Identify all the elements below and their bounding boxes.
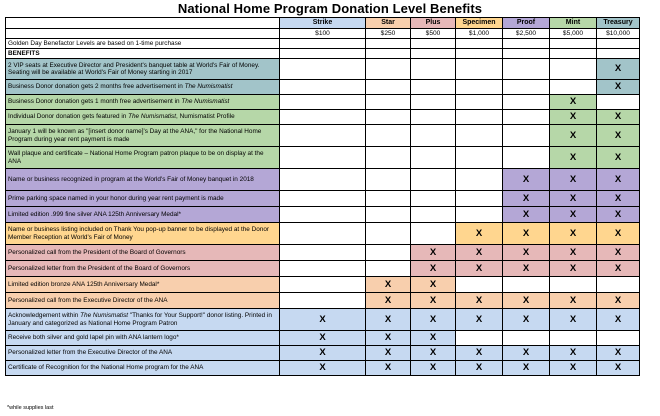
benefit-mark-strike xyxy=(280,59,366,80)
benefit-description: Business Donor donation gets 2 months free advertisement in The Numismatist xyxy=(6,80,280,95)
benefit-mark-specimen xyxy=(456,207,503,223)
benefit-mark-treasury: X xyxy=(597,361,640,376)
benefit-mark-strike: X xyxy=(280,331,366,346)
benefit-mark-treasury: X xyxy=(597,147,640,169)
benefit-mark-plus xyxy=(411,110,456,125)
benefit-mark-treasury: X xyxy=(597,346,640,361)
benefit-mark-plus xyxy=(411,125,456,147)
benefit-mark-strike xyxy=(280,245,366,261)
benefit-row xyxy=(6,110,640,125)
level-price-specimen: $1,000 xyxy=(456,29,503,39)
level-price-mint: $5,000 xyxy=(550,29,597,39)
level-price-strike: $100 xyxy=(280,29,366,39)
benefit-mark-specimen: X xyxy=(456,361,503,376)
benefit-description: Name or business recognized in program at the World's Fair of Money banquet in 2018 xyxy=(6,169,280,191)
benefit-mark-strike xyxy=(280,169,366,191)
benefit-description: Personalized call from the President of the Board of Governors xyxy=(6,245,280,261)
benefit-mark-plus xyxy=(411,147,456,169)
benefit-description: Individual Donor donation gets featured in The Numismatist, Numismatist Profile xyxy=(6,110,280,125)
level-price-treasury: $10,000 xyxy=(597,29,640,39)
benefit-mark-specimen xyxy=(456,80,503,95)
benefit-mark-star xyxy=(366,80,411,95)
benefits-header-row xyxy=(6,49,640,59)
benefit-row xyxy=(6,125,640,147)
benefits-table xyxy=(5,17,640,376)
benefit-mark-star xyxy=(366,110,411,125)
benefit-mark-treasury: X xyxy=(597,125,640,147)
benefit-mark-strike xyxy=(280,80,366,95)
benefit-mark-plus xyxy=(411,169,456,191)
benefit-mark-strike xyxy=(280,95,366,110)
benefit-mark-treasury xyxy=(597,277,640,293)
benefit-description: 2 VIP seats at Executive Director and President's banquet table at World's Fair of Money. Seating will be available at World's Fair of Money starting in 2017 xyxy=(6,59,280,80)
benefit-mark-plus: X xyxy=(411,277,456,293)
benefit-mark-specimen xyxy=(456,95,503,110)
benefit-mark-proof: X xyxy=(503,191,550,207)
benefit-mark-proof: X xyxy=(503,346,550,361)
benefit-mark-strike: X xyxy=(280,361,366,376)
level-name-star: Star xyxy=(366,18,411,29)
benefit-mark-treasury xyxy=(597,331,640,346)
benefit-description: January 1 will be known as "[insert donor name]'s Day at the ANA," for the National Home Program during year rent payment is made xyxy=(6,125,280,147)
benefit-mark-treasury: X xyxy=(597,309,640,331)
benefit-mark-plus xyxy=(411,223,456,245)
benefit-row xyxy=(6,277,640,293)
benefit-mark-strike xyxy=(280,207,366,223)
benefit-mark-star: X xyxy=(366,293,411,309)
benefit-mark-mint: X xyxy=(550,293,597,309)
benefit-mark-proof: X xyxy=(503,361,550,376)
benefit-mark-treasury: X xyxy=(597,169,640,191)
benefit-mark-specimen xyxy=(456,125,503,147)
benefit-mark-proof: X xyxy=(503,169,550,191)
benefit-description: Personalized call from the Executive Director of the ANA xyxy=(6,293,280,309)
benefit-mark-treasury: X xyxy=(597,110,640,125)
benefit-mark-star xyxy=(366,169,411,191)
benefit-mark-proof xyxy=(503,125,550,147)
benefit-mark-specimen xyxy=(456,331,503,346)
benefit-mark-star xyxy=(366,191,411,207)
benefit-mark-treasury: X xyxy=(597,59,640,80)
benefit-mark-specimen: X xyxy=(456,346,503,361)
benefits-label: BENEFITS xyxy=(6,49,280,59)
benefit-mark-mint: X xyxy=(550,361,597,376)
benefit-row xyxy=(6,80,640,95)
benefit-mark-treasury: X xyxy=(597,223,640,245)
benefit-mark-plus xyxy=(411,207,456,223)
level-name-mint: Mint xyxy=(550,18,597,29)
benefit-mark-treasury: X xyxy=(597,245,640,261)
level-name-plus: Plus xyxy=(411,18,456,29)
benefit-row xyxy=(6,169,640,191)
benefit-mark-specimen xyxy=(456,169,503,191)
benefit-description: Personalized letter from the Executive Director of the ANA xyxy=(6,346,280,361)
level-name-treasury: Treasury xyxy=(597,18,640,29)
benefit-mark-treasury: X xyxy=(597,293,640,309)
benefit-mark-plus xyxy=(411,191,456,207)
benefit-mark-strike xyxy=(280,191,366,207)
benefit-mark-plus: X xyxy=(411,361,456,376)
benefit-mark-treasury: X xyxy=(597,261,640,277)
benefit-mark-star: X xyxy=(366,309,411,331)
benefit-mark-mint: X xyxy=(550,223,597,245)
benefit-mark-specimen xyxy=(456,147,503,169)
header-blank-cell xyxy=(6,18,280,29)
benefit-mark-mint xyxy=(550,59,597,80)
benefit-mark-star xyxy=(366,223,411,245)
benefit-mark-specimen: X xyxy=(456,309,503,331)
benefit-mark-mint xyxy=(550,80,597,95)
benefit-mark-star xyxy=(366,261,411,277)
benefit-row xyxy=(6,207,640,223)
benefit-mark-strike: X xyxy=(280,309,366,331)
note-row xyxy=(6,39,640,49)
benefit-mark-specimen: X xyxy=(456,261,503,277)
benefit-row xyxy=(6,346,640,361)
benefit-mark-plus: X xyxy=(411,346,456,361)
price-blank-cell xyxy=(6,29,280,39)
benefit-mark-plus: X xyxy=(411,309,456,331)
benefit-mark-proof xyxy=(503,95,550,110)
benefit-description: Business Donor donation gets 1 month free advertisement in The Numismatist xyxy=(6,95,280,110)
benefit-mark-mint: X xyxy=(550,245,597,261)
benefit-row xyxy=(6,245,640,261)
benefit-mark-specimen: X xyxy=(456,223,503,245)
benefit-mark-plus: X xyxy=(411,261,456,277)
benefit-mark-treasury: X xyxy=(597,191,640,207)
benefit-mark-strike xyxy=(280,293,366,309)
benefit-mark-specimen xyxy=(456,59,503,80)
benefit-mark-star xyxy=(366,59,411,80)
benefit-row xyxy=(6,361,640,376)
benefit-mark-plus xyxy=(411,59,456,80)
benefit-description: Acknowledgement within The Numismatist "Thanks for Your Support!" donor listing. Printed in January and categorized as National Home Program Patron xyxy=(6,309,280,331)
benefit-row xyxy=(6,59,640,80)
benefit-mark-plus xyxy=(411,80,456,95)
benefit-mark-mint xyxy=(550,277,597,293)
benefit-mark-proof: X xyxy=(503,207,550,223)
benefit-description: Prime parking space named in your honor during year rent payment is made xyxy=(6,191,280,207)
benefit-mark-proof xyxy=(503,110,550,125)
benefit-mark-specimen xyxy=(456,191,503,207)
benefit-mark-treasury xyxy=(597,95,640,110)
benefit-row xyxy=(6,147,640,169)
benefit-mark-plus: X xyxy=(411,331,456,346)
benefit-mark-strike xyxy=(280,147,366,169)
level-price-star: $250 xyxy=(366,29,411,39)
benefit-description: Wall plaque and certificate – National Home Program patron plaque to be on display at the ANA xyxy=(6,147,280,169)
level-price-plus: $500 xyxy=(411,29,456,39)
benefit-mark-mint: X xyxy=(550,346,597,361)
benefit-mark-mint: X xyxy=(550,191,597,207)
level-name-strike: Strike xyxy=(280,18,366,29)
benefit-mark-proof: X xyxy=(503,245,550,261)
benefit-mark-plus: X xyxy=(411,245,456,261)
benefit-row xyxy=(6,191,640,207)
benefit-mark-specimen: X xyxy=(456,245,503,261)
benefit-row xyxy=(6,293,640,309)
benefit-mark-star: X xyxy=(366,346,411,361)
benefit-mark-treasury: X xyxy=(597,80,640,95)
level-header-row xyxy=(6,18,640,29)
benefit-mark-specimen: X xyxy=(456,293,503,309)
benefit-row xyxy=(6,309,640,331)
level-name-proof: Proof xyxy=(503,18,550,29)
benefit-mark-proof: X xyxy=(503,309,550,331)
benefit-mark-star xyxy=(366,95,411,110)
level-price-proof: $2,500 xyxy=(503,29,550,39)
benefit-mark-specimen xyxy=(456,277,503,293)
benefit-mark-mint: X xyxy=(550,110,597,125)
benefit-mark-star xyxy=(366,207,411,223)
benefit-mark-strike xyxy=(280,261,366,277)
benefit-mark-specimen xyxy=(456,110,503,125)
benefit-mark-mint: X xyxy=(550,261,597,277)
benefit-mark-proof: X xyxy=(503,223,550,245)
note-text: Golden Day Benefactor Levels are based on 1-time purchase xyxy=(6,39,280,49)
benefit-mark-strike xyxy=(280,125,366,147)
benefit-mark-proof: X xyxy=(503,261,550,277)
benefit-mark-proof xyxy=(503,80,550,95)
benefit-mark-star: X xyxy=(366,277,411,293)
benefit-mark-star xyxy=(366,147,411,169)
benefit-mark-star: X xyxy=(366,331,411,346)
benefit-mark-mint: X xyxy=(550,147,597,169)
benefit-row xyxy=(6,261,640,277)
benefit-mark-proof xyxy=(503,59,550,80)
benefit-mark-treasury: X xyxy=(597,207,640,223)
benefit-mark-strike xyxy=(280,110,366,125)
benefit-mark-proof xyxy=(503,331,550,346)
benefit-mark-mint: X xyxy=(550,169,597,191)
benefit-mark-star xyxy=(366,125,411,147)
benefit-description: Name or business listing included on Thank You pop-up banner to be displayed at the Donor Member Reception at World's Fair of Money xyxy=(6,223,280,245)
benefit-description: Certificate of Recognition for the National Home program for the ANA xyxy=(6,361,280,376)
benefit-mark-mint: X xyxy=(550,309,597,331)
price-row xyxy=(6,29,640,39)
benefit-description: Limited edition bronze ANA 125th Anniversary Medal* xyxy=(6,277,280,293)
footnote: *while supplies last xyxy=(7,405,54,411)
benefit-description: Personalized letter from the President of the Board of Governors xyxy=(6,261,280,277)
benefit-mark-plus xyxy=(411,95,456,110)
benefit-mark-mint xyxy=(550,331,597,346)
page-title: National Home Program Donation Level Benefits xyxy=(177,1,483,16)
benefit-mark-proof: X xyxy=(503,293,550,309)
benefit-mark-strike: X xyxy=(280,346,366,361)
benefit-mark-proof xyxy=(503,277,550,293)
benefit-mark-plus: X xyxy=(411,293,456,309)
benefit-description: Limited edition .999 fine silver ANA 125th Anniversary Medal* xyxy=(6,207,280,223)
benefit-description: Receive both silver and gold lapel pin with ANA lantern logo* xyxy=(6,331,280,346)
benefit-mark-proof xyxy=(503,147,550,169)
level-name-specimen: Specimen xyxy=(456,18,503,29)
benefit-mark-mint: X xyxy=(550,95,597,110)
benefit-mark-strike xyxy=(280,277,366,293)
benefit-row xyxy=(6,331,640,346)
benefit-mark-strike xyxy=(280,223,366,245)
benefit-row xyxy=(6,223,640,245)
benefit-mark-star xyxy=(366,245,411,261)
benefit-mark-mint: X xyxy=(550,207,597,223)
benefit-mark-star: X xyxy=(366,361,411,376)
benefit-mark-mint: X xyxy=(550,125,597,147)
benefit-row xyxy=(6,95,640,110)
